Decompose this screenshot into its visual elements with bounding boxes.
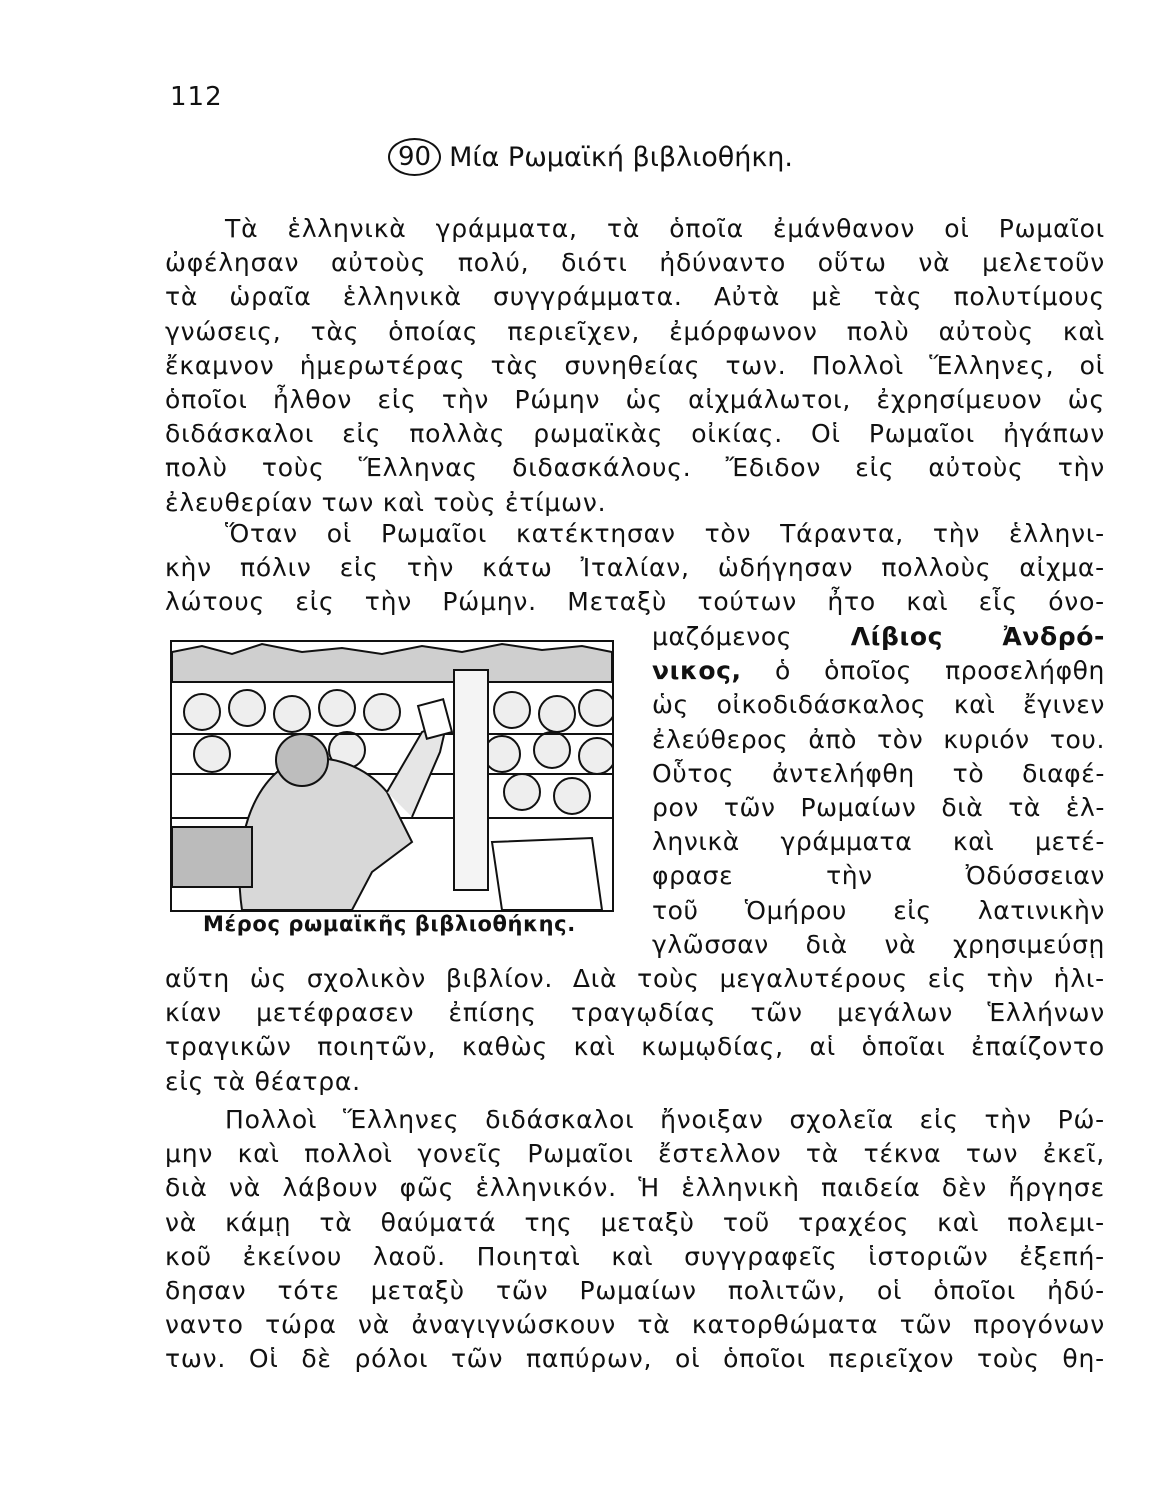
wrapped-text-column bbox=[652, 620, 1105, 962]
bold-name: νικος, bbox=[652, 656, 742, 686]
text-line: γλῶσσαν διὰ νὰ χρησιμεύσῃ bbox=[652, 929, 1105, 959]
text-line: ρον τῶν Ρωμαίων διὰ τὰ ἑλ- bbox=[652, 793, 1105, 823]
text-line: γνώσεις, τὰς ὁποίας περιεῖχεν, ἐμόρφωνον πολὺ αὐτοὺς καὶ bbox=[165, 316, 1105, 346]
text-line: εἰς τὰ θέατρα. bbox=[165, 1066, 361, 1096]
text-line: Οὗτος ἀντελήφθη τὸ διαφέ- bbox=[652, 758, 1105, 788]
text-line: Τὰ ἑλληνικὰ γράμματα, τὰ ὁποῖα ἐμάνθανον οἱ Ρωμαῖοι bbox=[225, 214, 1105, 243]
text-line: τοῦ Ὁμήρου εἰς λατινικὴν bbox=[652, 895, 1105, 925]
section-number: 90 bbox=[388, 138, 441, 176]
text-line: αὕτη ὡς σχολικὸν βιβλίον. Διὰ τοὺς μεγαλυτέρους εἰς τὴν ἡλι- bbox=[165, 964, 1105, 993]
text-line: νὰ κάμῃ τὰ θαύματά της μεταξὺ τοῦ τραχέος καὶ πολεμι- bbox=[165, 1207, 1105, 1237]
text-line: Πολλοὶ Ἕλληνες διδάσκαλοι ἤνοιξαν σχολεῖα εἰς τὴν Ρώ- bbox=[225, 1105, 1105, 1134]
paragraph-4 bbox=[165, 1103, 1105, 1377]
text-fragment: ὁ ὁποῖος προσελήφθη bbox=[774, 656, 1105, 686]
text-fragment: μαζόμενος bbox=[652, 622, 793, 651]
text-line: Ὅταν οἱ Ρωμαῖοι κατέκτησαν τὸν Τάραντα, τὴν ἑλληνι- bbox=[225, 519, 1105, 548]
text-line: δησαν τότε μεταξὺ τῶν Ρωμαίων πολιτῶν, οἱ ὁποῖοι ἠδύ- bbox=[165, 1276, 1105, 1306]
text-line: κίαν μετέφρασεν ἐπίσης τραγῳδίας τῶν μεγάλων Ἑλλήνων bbox=[165, 998, 1105, 1028]
text-line: ἔκαμνον ἡμερωτέρας τὰς συνηθείας των. Πολλοὶ Ἕλληνες, οἱ bbox=[165, 350, 1105, 380]
text-line: ὡς οἰκοδιδάσκαλος καὶ ἔγινεν bbox=[652, 690, 1105, 720]
text-line: τραγικῶν ποιητῶν, καθὼς καὶ κωμῳδίας, αἱ ὁποῖαι ἐπαίζοντο bbox=[165, 1032, 1105, 1062]
library-scroll-shelves-image bbox=[172, 642, 612, 910]
text-line: των. Οἱ δὲ ρόλοι τῶν παπύρων, οἱ ὁποῖοι περιεῖχον τοὺς θη- bbox=[165, 1344, 1105, 1374]
text-line: ἐλευθερίαν των καὶ τοὺς ἐτίμων. bbox=[165, 487, 607, 517]
text-line bbox=[652, 654, 1105, 688]
text-line: κὴν πόλιν εἰς τὴν κάτω Ἰταλίαν, ὡδήγησαν πολλοὺς αἰχμα- bbox=[165, 553, 1105, 583]
library-illustration bbox=[170, 640, 614, 912]
text-line: ναντο τώρα νὰ ἀναγιγνώσκουν τὰ κατορθώματα τῶν προγόνων bbox=[165, 1310, 1105, 1340]
text-line: ὠφέλησαν αὐτοὺς πολύ, διότι ἠδύναντο οὕτω νὰ μελετοῦν bbox=[165, 248, 1105, 278]
text-line: διδάσκαλοι εἰς πολλὰς ρωμαϊκὰς οἰκίας. Οἱ Ρωμαῖοι ἠγάπων bbox=[165, 419, 1105, 449]
text-line: ἐλεύθερος ἀπὸ τὸν κυριόν του. bbox=[652, 724, 1105, 754]
text-line: μην καὶ πολλοὶ γονεῖς Ρωμαῖοι ἔστελλον τὰ τέκνα των ἐκεῖ, bbox=[165, 1139, 1105, 1169]
page-number: 112 bbox=[170, 82, 223, 112]
text-line: διὰ νὰ λάβουν φῶς ἑλληνικόν. Ἡ ἑλληνικὴ παιδεία δὲν ἤργησε bbox=[165, 1173, 1105, 1203]
section-heading bbox=[388, 138, 793, 176]
text-line: πολὺ τοὺς Ἕλληνας διδασκάλους. Ἔδιδον εἰς αὐτοὺς τὴν bbox=[165, 453, 1105, 483]
illustration-caption: Μέρος ρωμαϊκῆς βιβλιοθήκης. bbox=[203, 912, 576, 936]
text-line: ληνικὰ γράμματα καὶ μετέ- bbox=[652, 827, 1105, 857]
text-line: κοῦ ἐκείνου λαοῦ. Ποιηταὶ καὶ συγγραφεῖς ἱστοριῶν ἐξεπή- bbox=[165, 1241, 1105, 1271]
text-line: φρασε τὴν Ὀδύσσειαν bbox=[652, 861, 1105, 891]
paragraph-3 bbox=[165, 962, 1105, 1099]
text-line: τὰ ὡραῖα ἑλληνικὰ συγγράμματα. Αὐτὰ μὲ τὰς πολυτίμους bbox=[165, 282, 1105, 312]
text-line: λώτους εἰς τὴν Ρώμην. Μεταξὺ τούτων ἦτο καὶ εἷς όνο- bbox=[165, 587, 1105, 617]
section-title: Μία Ρωμαϊκή βιβλιοθήκη. bbox=[449, 141, 793, 173]
text-line bbox=[652, 620, 1105, 654]
bold-name: Λίβιος Ἀνδρό- bbox=[850, 622, 1105, 651]
paragraph-2 bbox=[165, 517, 1105, 620]
paragraph-1 bbox=[165, 212, 1105, 520]
text-line: ὁποῖοι ἦλθον εἰς τὴν Ρώμην ὡς αἰχμάλωτοι, ἐχρησίμευον ὡς bbox=[165, 385, 1105, 415]
